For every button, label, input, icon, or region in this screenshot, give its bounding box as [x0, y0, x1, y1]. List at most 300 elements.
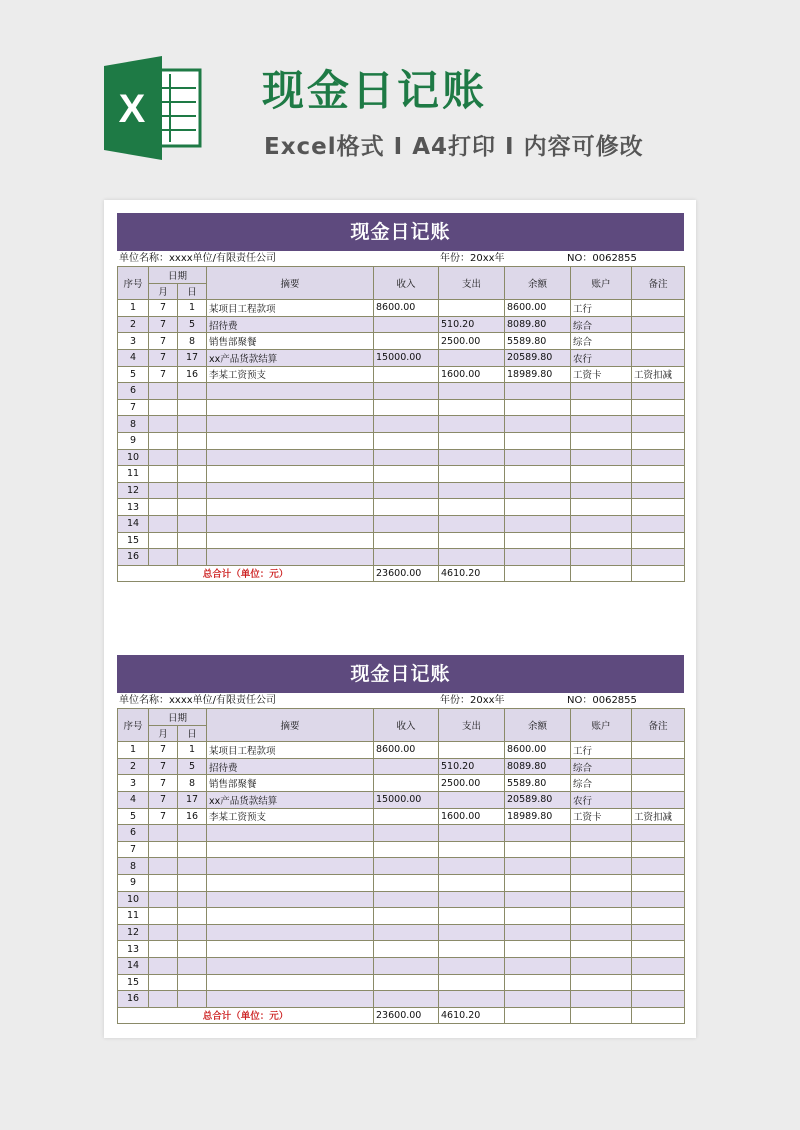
cell-day: 16 — [178, 366, 207, 383]
cell-day: 1 — [178, 300, 207, 317]
cell-expense — [439, 908, 505, 925]
cell-account: 农行 — [571, 349, 632, 366]
cell-balance — [505, 449, 571, 466]
year-label: 年份：20xx年 — [440, 253, 505, 264]
cell-day — [178, 499, 207, 516]
total-account — [571, 565, 632, 582]
table-row — [118, 957, 685, 974]
cell-balance — [505, 515, 571, 532]
cell-note — [632, 466, 685, 483]
cell-income — [374, 466, 439, 483]
cell-account — [571, 515, 632, 532]
page-subtitle: Excel格式 I A4打印 I 内容可修改 — [264, 134, 644, 160]
table-row — [118, 349, 685, 366]
cell-account — [571, 991, 632, 1008]
col-header-expense: 支出 — [439, 709, 505, 742]
cell-note — [632, 841, 685, 858]
cell-summary — [207, 399, 374, 416]
cell-seq: 1 — [118, 300, 149, 317]
cell-account: 综合 — [571, 316, 632, 333]
cell-seq: 10 — [118, 449, 149, 466]
cell-income — [374, 366, 439, 383]
cell-summary — [207, 908, 374, 925]
cell-account — [571, 466, 632, 483]
cell-seq: 12 — [118, 924, 149, 941]
cell-seq: 8 — [118, 858, 149, 875]
cell-month: 7 — [149, 758, 178, 775]
table-row — [118, 383, 685, 400]
cell-income — [374, 383, 439, 400]
cell-account — [571, 908, 632, 925]
cell-balance — [505, 891, 571, 908]
cell-note — [632, 449, 685, 466]
table-row — [118, 515, 685, 532]
cell-summary: 招待费 — [207, 316, 374, 333]
cell-month: 7 — [149, 742, 178, 759]
cell-note — [632, 858, 685, 875]
page-header — [0, 0, 800, 200]
cell-income — [374, 432, 439, 449]
cell-day: 5 — [178, 316, 207, 333]
cell-seq: 2 — [118, 316, 149, 333]
cell-income — [374, 482, 439, 499]
col-header-day: 日 — [178, 725, 207, 742]
col-header-day: 日 — [178, 283, 207, 300]
cell-month — [149, 858, 178, 875]
page-title: 现金日记账 — [262, 66, 488, 115]
cell-balance — [505, 908, 571, 925]
cell-balance — [505, 924, 571, 941]
table-row — [118, 333, 685, 350]
cell-month — [149, 874, 178, 891]
cell-expense — [439, 874, 505, 891]
cell-account — [571, 482, 632, 499]
cell-summary — [207, 449, 374, 466]
cell-note — [632, 432, 685, 449]
cell-summary — [207, 924, 374, 941]
cell-month — [149, 941, 178, 958]
cell-note — [632, 891, 685, 908]
cell-seq: 7 — [118, 399, 149, 416]
cell-account — [571, 399, 632, 416]
cell-account — [571, 449, 632, 466]
table-row — [118, 908, 685, 925]
cell-expense — [439, 742, 505, 759]
cell-account: 农行 — [571, 791, 632, 808]
cell-seq: 3 — [118, 775, 149, 792]
cell-seq: 13 — [118, 941, 149, 958]
cell-seq: 14 — [118, 515, 149, 532]
cell-month — [149, 841, 178, 858]
total-row — [118, 565, 685, 582]
cell-income — [374, 825, 439, 842]
cell-income — [374, 532, 439, 549]
cell-expense — [439, 941, 505, 958]
cell-day: 5 — [178, 758, 207, 775]
cell-note — [632, 775, 685, 792]
cell-balance — [505, 499, 571, 516]
cell-balance — [505, 825, 571, 842]
cell-seq: 3 — [118, 333, 149, 350]
cell-balance — [505, 549, 571, 566]
cell-seq: 15 — [118, 532, 149, 549]
col-header-month: 月 — [149, 725, 178, 742]
cell-income — [374, 333, 439, 350]
cell-seq: 11 — [118, 466, 149, 483]
cell-income — [374, 908, 439, 925]
cell-account — [571, 432, 632, 449]
cell-note — [632, 908, 685, 925]
table-row — [118, 841, 685, 858]
cell-summary — [207, 858, 374, 875]
table-row — [118, 808, 685, 825]
cell-note — [632, 941, 685, 958]
table-row — [118, 482, 685, 499]
cell-balance — [505, 941, 571, 958]
cell-day — [178, 399, 207, 416]
table-row — [118, 300, 685, 317]
cell-day — [178, 991, 207, 1008]
cell-month — [149, 449, 178, 466]
cell-seq: 5 — [118, 808, 149, 825]
cell-day: 1 — [178, 742, 207, 759]
table-row — [118, 791, 685, 808]
cell-month — [149, 515, 178, 532]
cell-balance: 20589.80 — [505, 791, 571, 808]
cell-note — [632, 791, 685, 808]
cell-day — [178, 858, 207, 875]
table-row — [118, 758, 685, 775]
cell-day — [178, 515, 207, 532]
cell-expense — [439, 991, 505, 1008]
cell-summary — [207, 957, 374, 974]
table-row — [118, 316, 685, 333]
cell-day — [178, 825, 207, 842]
cell-note — [632, 515, 685, 532]
cell-seq: 9 — [118, 432, 149, 449]
col-header-account: 账户 — [571, 709, 632, 742]
table-row — [118, 366, 685, 383]
total-income: 23600.00 — [374, 565, 439, 582]
cell-balance: 18989.80 — [505, 366, 571, 383]
cell-day: 17 — [178, 349, 207, 366]
cell-balance — [505, 991, 571, 1008]
cell-summary: 销售部聚餐 — [207, 333, 374, 350]
cell-account — [571, 858, 632, 875]
cell-balance: 20589.80 — [505, 349, 571, 366]
cell-note — [632, 399, 685, 416]
cell-note: 工资扣减 — [632, 808, 685, 825]
col-header-seq: 序号 — [118, 709, 149, 742]
cell-summary — [207, 941, 374, 958]
cell-expense — [439, 449, 505, 466]
table-row — [118, 549, 685, 566]
total-label: 总合计（单位：元） — [118, 1007, 374, 1024]
ledger-table — [117, 266, 685, 582]
cell-income — [374, 775, 439, 792]
cell-summary — [207, 432, 374, 449]
cell-income — [374, 399, 439, 416]
col-header-income: 收入 — [374, 267, 439, 300]
cell-day — [178, 924, 207, 941]
cell-month — [149, 532, 178, 549]
cell-day — [178, 416, 207, 433]
cell-expense — [439, 858, 505, 875]
cell-account — [571, 499, 632, 516]
cell-seq: 11 — [118, 908, 149, 925]
cell-seq: 5 — [118, 366, 149, 383]
cell-month — [149, 482, 178, 499]
total-expense: 4610.20 — [439, 565, 505, 582]
ledger-info-row — [117, 251, 684, 266]
cell-summary — [207, 991, 374, 1008]
cell-income — [374, 991, 439, 1008]
cell-expense — [439, 891, 505, 908]
table-row — [118, 924, 685, 941]
cell-seq: 10 — [118, 891, 149, 908]
cell-account — [571, 941, 632, 958]
cell-summary — [207, 841, 374, 858]
cell-account: 综合 — [571, 775, 632, 792]
cell-income — [374, 449, 439, 466]
cell-account: 工资卡 — [571, 366, 632, 383]
cell-month: 7 — [149, 300, 178, 317]
table-row — [118, 941, 685, 958]
cell-balance: 8089.80 — [505, 758, 571, 775]
cell-seq: 9 — [118, 874, 149, 891]
total-label: 总合计（单位：元） — [118, 565, 374, 582]
cell-expense: 1600.00 — [439, 366, 505, 383]
serial-number: NO：0062855 — [567, 695, 637, 706]
cell-account — [571, 532, 632, 549]
cell-account: 综合 — [571, 758, 632, 775]
cell-day — [178, 482, 207, 499]
cell-income — [374, 499, 439, 516]
col-header-note: 备注 — [632, 267, 685, 300]
unit-name: 单位名称：xxxx单位/有限责任公司 — [119, 695, 277, 706]
cell-month: 7 — [149, 349, 178, 366]
total-note — [632, 1007, 685, 1024]
cell-month — [149, 825, 178, 842]
cell-account — [571, 549, 632, 566]
cell-expense — [439, 383, 505, 400]
col-header-month: 月 — [149, 283, 178, 300]
ledger-section-1 — [117, 213, 684, 582]
cell-note — [632, 758, 685, 775]
cell-day — [178, 532, 207, 549]
table-row — [118, 449, 685, 466]
cell-expense: 2500.00 — [439, 775, 505, 792]
cell-month: 7 — [149, 366, 178, 383]
total-balance — [505, 565, 571, 582]
cell-income — [374, 416, 439, 433]
col-header-expense: 支出 — [439, 267, 505, 300]
cell-account — [571, 891, 632, 908]
cell-balance: 5589.80 — [505, 333, 571, 350]
col-header-summary: 摘要 — [207, 267, 374, 300]
table-row — [118, 891, 685, 908]
cell-seq: 16 — [118, 549, 149, 566]
cell-account — [571, 416, 632, 433]
cell-month — [149, 399, 178, 416]
table-row — [118, 874, 685, 891]
cell-seq: 8 — [118, 416, 149, 433]
cell-expense — [439, 416, 505, 433]
cell-expense — [439, 841, 505, 858]
cell-day — [178, 549, 207, 566]
cell-balance — [505, 957, 571, 974]
total-account — [571, 1007, 632, 1024]
cell-month: 7 — [149, 808, 178, 825]
cell-seq: 2 — [118, 758, 149, 775]
total-row — [118, 1007, 685, 1024]
cell-seq: 6 — [118, 383, 149, 400]
cell-summary — [207, 874, 374, 891]
cell-income — [374, 758, 439, 775]
cell-income — [374, 891, 439, 908]
table-row — [118, 466, 685, 483]
cell-month — [149, 383, 178, 400]
a4-sheet — [104, 200, 696, 1038]
cell-expense — [439, 532, 505, 549]
cell-income — [374, 808, 439, 825]
cell-month — [149, 416, 178, 433]
cell-income — [374, 316, 439, 333]
cell-balance — [505, 532, 571, 549]
serial-number: NO：0062855 — [567, 253, 637, 264]
cell-day — [178, 432, 207, 449]
cell-expense: 1600.00 — [439, 808, 505, 825]
cell-expense — [439, 432, 505, 449]
cell-note — [632, 482, 685, 499]
cell-balance — [505, 974, 571, 991]
table-row — [118, 974, 685, 991]
col-header-date: 日期 — [149, 267, 207, 284]
table-row — [118, 825, 685, 842]
cell-day — [178, 841, 207, 858]
excel-logo-icon — [104, 56, 204, 160]
cell-income — [374, 841, 439, 858]
cell-note — [632, 825, 685, 842]
cell-income — [374, 549, 439, 566]
year-label: 年份：20xx年 — [440, 695, 505, 706]
table-row — [118, 432, 685, 449]
cell-account — [571, 974, 632, 991]
cell-note — [632, 742, 685, 759]
cell-day: 17 — [178, 791, 207, 808]
cell-note — [632, 874, 685, 891]
ledger-title: 现金日记账 — [117, 213, 684, 251]
cell-month — [149, 432, 178, 449]
cell-summary: 某项目工程款项 — [207, 300, 374, 317]
table-row — [118, 399, 685, 416]
cell-expense — [439, 300, 505, 317]
cell-note — [632, 383, 685, 400]
cell-account: 工资卡 — [571, 808, 632, 825]
cell-summary: 某项目工程款项 — [207, 742, 374, 759]
cell-expense — [439, 974, 505, 991]
cell-seq: 4 — [118, 791, 149, 808]
cell-expense — [439, 349, 505, 366]
cell-balance — [505, 383, 571, 400]
table-row — [118, 991, 685, 1008]
cell-expense: 510.20 — [439, 758, 505, 775]
cell-summary: xx产品货款结算 — [207, 791, 374, 808]
cell-summary: xx产品货款结算 — [207, 349, 374, 366]
cell-day — [178, 891, 207, 908]
cell-balance — [505, 482, 571, 499]
cell-summary: 销售部聚餐 — [207, 775, 374, 792]
col-header-seq: 序号 — [118, 267, 149, 300]
cell-summary — [207, 825, 374, 842]
cell-income — [374, 957, 439, 974]
cell-month — [149, 466, 178, 483]
cell-expense: 510.20 — [439, 316, 505, 333]
cell-summary — [207, 974, 374, 991]
cell-balance: 8600.00 — [505, 742, 571, 759]
cell-expense: 2500.00 — [439, 333, 505, 350]
cell-income: 15000.00 — [374, 791, 439, 808]
cell-balance: 5589.80 — [505, 775, 571, 792]
cell-note — [632, 532, 685, 549]
cell-expense — [439, 482, 505, 499]
cell-account — [571, 383, 632, 400]
cell-note — [632, 300, 685, 317]
cell-balance — [505, 416, 571, 433]
cell-month: 7 — [149, 333, 178, 350]
cell-note — [632, 333, 685, 350]
cell-seq: 1 — [118, 742, 149, 759]
cell-expense — [439, 515, 505, 532]
col-header-account: 账户 — [571, 267, 632, 300]
cell-summary — [207, 499, 374, 516]
cell-income — [374, 515, 439, 532]
cell-account — [571, 841, 632, 858]
cell-summary — [207, 532, 374, 549]
table-row — [118, 416, 685, 433]
cell-month — [149, 957, 178, 974]
cell-account: 工行 — [571, 300, 632, 317]
cell-income: 15000.00 — [374, 349, 439, 366]
cell-seq: 13 — [118, 499, 149, 516]
cell-balance — [505, 858, 571, 875]
total-balance — [505, 1007, 571, 1024]
cell-summary: 李某工资预支 — [207, 808, 374, 825]
cell-seq: 6 — [118, 825, 149, 842]
cell-summary: 招待费 — [207, 758, 374, 775]
cell-income — [374, 924, 439, 941]
cell-expense — [439, 825, 505, 842]
cell-note — [632, 416, 685, 433]
cell-day — [178, 874, 207, 891]
cell-month — [149, 991, 178, 1008]
cell-expense — [439, 499, 505, 516]
cell-day — [178, 466, 207, 483]
cell-income — [374, 858, 439, 875]
cell-account: 工行 — [571, 742, 632, 759]
cell-income — [374, 941, 439, 958]
cell-month — [149, 924, 178, 941]
cell-month: 7 — [149, 775, 178, 792]
cell-summary — [207, 549, 374, 566]
cell-month — [149, 549, 178, 566]
cell-seq: 16 — [118, 991, 149, 1008]
table-row — [118, 775, 685, 792]
cell-expense — [439, 549, 505, 566]
cell-seq: 12 — [118, 482, 149, 499]
cell-balance: 18989.80 — [505, 808, 571, 825]
cell-income: 8600.00 — [374, 300, 439, 317]
